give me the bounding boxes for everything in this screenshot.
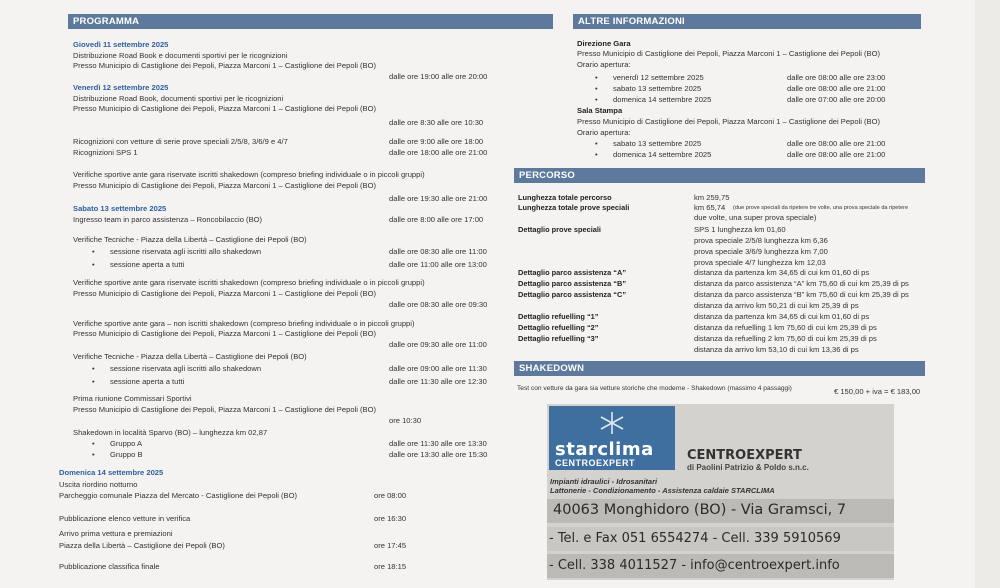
percorso-value: due volte, una super prova speciale): [694, 213, 817, 222]
schedule-line: Verifiche Tecniche - Piazza della Libertà – Castiglione dei Pepoli (BO): [73, 235, 307, 244]
schedule-line: Presso Municipio di Castiglione dei Pepoli, Piazza Marconi 1 – Castiglione dei Pepoli (BO): [73, 181, 377, 190]
schedule-time: dalle ore 08:30 alle ore 11:00: [389, 247, 487, 256]
percorso-value: distanza da parco assistenza “B” km 75,60 di cui km 25,39 di ps: [694, 290, 909, 299]
schedule-time: dalle ore 08:30 alle ore 09:30: [389, 300, 488, 309]
schedule-line: Presso Municipio di Castiglione dei Pepoli, Piazza Marconi 1 – Castiglione dei Pepoli (BO): [73, 329, 377, 338]
schedule-line: Distribuzione Road Book e documenti sportivi per le ricognizioni: [73, 51, 288, 60]
schedule-time: ore 10:30: [389, 416, 422, 425]
day-heading: Giovedì 11 settembre 2025: [73, 40, 169, 49]
percorso-label: Dettaglio parco assistenza “B”: [518, 279, 627, 288]
ad-phone: - Tel. e Fax 051 6554274 - Cell. 339 5910569: [549, 531, 841, 546]
direzione-day: • domenica 14 settembre 2025: [613, 95, 711, 105]
percorso-value: distanza da partenza km 34,65 di cui km 01,60 di ps: [694, 312, 870, 321]
percorso-label: Dettaglio parco assistenza “A”: [518, 268, 627, 277]
shakedown-header: SHAKEDOWN: [514, 361, 925, 376]
schedule-time: dalle ore 9:00 alle ore 18:00: [389, 137, 484, 146]
schedule-time: ore 16:30: [374, 514, 407, 523]
percorso-label: Dettaglio refuelling “2”: [518, 323, 599, 332]
schedule-bullet-item: • sessione riservata agli iscritti allo shakedown: [110, 247, 261, 257]
direzione-orario: Orario apertura:: [577, 60, 631, 69]
percorso-value: prova speciale 2/5/8 lunghezza km 6,36: [694, 236, 828, 245]
schedule-line: Shakedown in località Sparvo (BO) – lunghezza km 02,87: [73, 428, 268, 437]
day-heading: Domenica 14 settembre 2025: [59, 468, 164, 477]
schedule-line: Parcheggio comunale Piazza del Mercato - Castiglione dei Pepoli (BO): [59, 491, 298, 500]
direzione-title: Direzione Gara: [577, 39, 631, 48]
day-heading: Venerdì 12 settembre 2025: [73, 83, 169, 92]
schedule-line: Verifiche sportive ante gara riservate iscritti shakedown (compreso briefing individuale o in piccoli gruppi): [73, 278, 425, 287]
stampa-day: • domenica 14 settembre 2025: [613, 150, 711, 160]
direzione-day: • venerdì 12 settembre 2025: [613, 73, 704, 83]
schedule-time: dalle ore 11:30 alle ore 13:30: [389, 439, 487, 448]
starclima-logo: [549, 406, 675, 470]
shakedown-text: Test con vetture da gara sia vetture storiche che moderne - Shakedown (massimo 4 passaggi): [517, 385, 792, 392]
percorso-value: distanza da parco assistenza “A” km 75,60 di cui km 25,39 di ps: [694, 279, 909, 288]
stampa-time: dalle ore 08:00 alle ore 21:00: [787, 139, 886, 148]
company-name: CENTROEXPERT: [687, 448, 802, 463]
ad-email: - Cell. 338 4011527 - info@centroexpert.info: [549, 558, 840, 573]
schedule-time: dalle ore 8:00 alle ore 17:00: [389, 215, 484, 224]
schedule-time: dalle ore 13:30 alle ore 15:30: [389, 450, 488, 459]
stampa-orario: Orario apertura:: [577, 128, 631, 137]
centroexpert-small: CENTROEXPERT: [555, 458, 636, 468]
percorso-header: PERCORSO: [514, 168, 925, 183]
schedule-line: Presso Municipio di Castiglione dei Pepoli, Piazza Marconi 1 – Castiglione dei Pepoli (BO): [73, 289, 377, 298]
percorso-label: Lunghezza totale percorso: [518, 193, 612, 202]
percorso-note: (due prove speciali da ripetere tre volte, una prova speciale da ripetere: [733, 205, 909, 211]
schedule-bullet-item: • sessione aperta a tutti: [110, 377, 184, 387]
schedule-time: dalle ore 19:00 alle ore 20:00: [389, 72, 488, 81]
schedule-line: Presso Municipio di Castiglione dei Pepoli, Piazza Marconi 1 – Castiglione dei Pepoli (BO): [73, 61, 377, 70]
percorso-value: prova speciale 4/7 lunghezza km 12,03: [694, 258, 826, 267]
percorso-value: km 65,74: [694, 203, 726, 212]
direzione-time: dalle ore 08:00 alle ore 23:00: [787, 73, 886, 82]
schedule-time: dalle ore 8:30 alle ore 10:30: [389, 118, 484, 127]
percorso-label: Lunghezza totale prove speciali: [518, 203, 630, 212]
percorso-label: Dettaglio refuelling “3”: [518, 334, 599, 343]
schedule-line: Verifiche sportive ante gara – non iscritti shakedown (compreso briefing individuale o in piccoli gruppi): [73, 319, 415, 328]
shakedown-price: € 150,00 + iva = € 183,00: [834, 387, 921, 396]
percorso-label: Dettaglio parco assistenza “C”: [518, 290, 627, 299]
stampa-address: Presso Municipio di Castiglione dei Pepoli, Piazza Marconi 1 – Castiglione dei Pepoli (BO): [577, 117, 881, 126]
schedule-time: dalle ore 09:30 alle ore 11:00: [389, 340, 487, 349]
schedule-bullet-item: • sessione aperta a tutti: [110, 260, 184, 270]
schedule-line: Verifiche sportive ante gara riservate iscritti shakedown (compreso briefing individuale o in piccoli gruppi): [73, 170, 425, 179]
percorso-value: km 259,75: [694, 193, 730, 202]
schedule-line: Pubblicazione classifica finale: [59, 562, 160, 571]
percorso-label: Dettaglio prove speciali: [518, 225, 601, 234]
schedule-time: dalle ore 18:00 alle ore 21:00: [389, 148, 488, 157]
stampa-day: • sabato 13 settembre 2025: [613, 139, 701, 149]
percorso-value: distanza da arrivo km 50,21 di cui km 25,39 di ps: [694, 301, 859, 310]
percorso-value: distanza da partenza km 34,65 di cui km 01,60 di ps: [694, 268, 870, 277]
schedule-time: dalle ore 19:30 alle ore 21:00: [389, 194, 488, 203]
schedule-line: Ricognizioni SPS 1: [73, 148, 138, 157]
schedule-line: Uscita riordino notturno: [59, 480, 138, 489]
schedule-line: Arrivo prima vettura e premiazioni: [59, 529, 173, 538]
schedule-line: Piazza della Libertà – Castiglione dei Pepoli (BO): [59, 541, 225, 550]
schedule-line: Ingresso team in parco assistenza – Roncobilaccio (BO): [73, 215, 263, 224]
schedule-time: dalle ore 11:00 alle ore 13:00: [389, 260, 487, 269]
percorso-value: prova speciale 3/6/9 lunghezza km 7,00: [694, 247, 828, 256]
schedule-line: Prima riunione Commissari Sportivi: [73, 394, 192, 403]
schedule-bullet-item: • Gruppo A: [110, 439, 142, 449]
schedule-line: Pubblicazione elenco vetture in verifica: [59, 514, 191, 523]
direzione-address: Presso Municipio di Castiglione dei Pepoli, Piazza Marconi 1 – Castiglione dei Pepoli (BO): [577, 49, 881, 58]
schedule-line: Distribuzione Road Book, documenti sportivi per le ricognizioni: [73, 94, 284, 103]
percorso-value: distanza da arrivo km 53,10 di cui km 13,36 di ps: [694, 345, 859, 354]
percorso-value: distanza da refuelling 1 km 75,60 di cui km 25,39 di ps: [694, 323, 877, 332]
schedule-line: Presso Municipio di Castiglione dei Pepoli, Piazza Marconi 1 – Castiglione dei Pepoli (BO): [73, 405, 377, 414]
schedule-line: Ricognizioni con vetture di serie prove speciali 2/5/8, 3/6/9 e 4/7: [73, 137, 288, 146]
schedule-time: ore 18:15: [374, 562, 407, 571]
services-line-1: Impianti idraulici - Idrosanitari: [550, 477, 658, 486]
percorso-value: distanza da refuelling 2 km 75,60 di cui km 25,39 di ps: [694, 334, 877, 343]
percorso-value: SPS 1 lunghezza km 01,60: [694, 225, 786, 234]
direzione-day: • sabato 13 settembre 2025: [613, 84, 701, 94]
schedule-line: Verifiche Tecniche - Piazza della Libertà – Castiglione dei Pepoli (BO): [73, 352, 307, 361]
altre-info-header: ALTRE INFORMAZIONI: [573, 14, 921, 29]
starclima-text: starclima: [555, 439, 654, 460]
schedule-time: dalle ore 09:00 alle ore 11:30: [389, 364, 487, 373]
page-edge: [975, 0, 1000, 588]
schedule-bullet-item: • sessione riservata agli iscritti allo shakedown: [110, 364, 261, 374]
schedule-time: ore 17:45: [374, 541, 407, 550]
ad-address: 40063 Monghidoro (BO) - Via Gramsci, 7: [553, 502, 847, 518]
advertisement: [547, 404, 894, 580]
schedule-line: Presso Municipio di Castiglione dei Pepoli, Piazza Marconi 1 – Castiglione dei Pepoli (BO): [73, 104, 377, 113]
schedule-time: ore 08:00: [374, 491, 407, 500]
programma-header: PROGRAMMA: [68, 14, 553, 29]
percorso-label: Dettaglio refuelling “1”: [518, 312, 599, 321]
stampa-time: dalle ore 08:00 alle ore 21:00: [787, 150, 886, 159]
schedule-time: dalle ore 11:30 alle ore 12:30: [389, 377, 487, 386]
schedule-bullet-item: • Gruppo B: [110, 450, 143, 460]
direzione-time: dalle ore 07:00 alle ore 20:00: [787, 95, 886, 104]
services-line-2: Lattonerie - Condizionamento - Assistenza caldaie STARCLIMA: [550, 486, 775, 495]
direzione-time: dalle ore 08:00 alle ore 21:00: [787, 84, 886, 93]
stampa-title: Sala Stampa: [577, 106, 623, 115]
company-sub: di Paolini Patrizio & Poldo s.n.c.: [687, 463, 809, 472]
day-heading: Sabato 13 settembre 2025: [73, 204, 167, 213]
